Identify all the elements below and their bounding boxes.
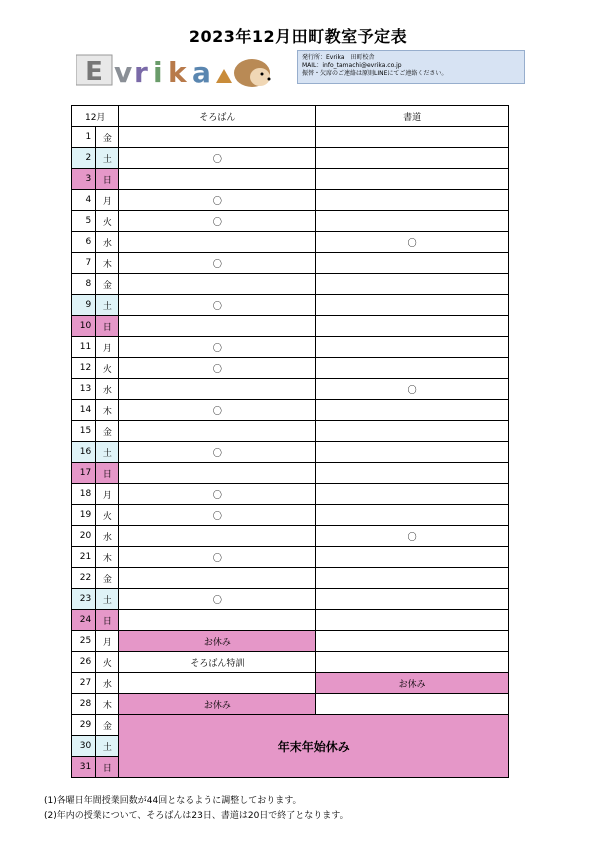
soroban-cell (119, 421, 316, 442)
info-publisher: 発行所：Evrika 田町校舎 (302, 54, 375, 61)
day-number: 2 (72, 148, 96, 169)
shodo-cell (316, 610, 509, 631)
shodo-cell: 〇 (316, 232, 509, 253)
shodo-cell (316, 211, 509, 232)
table-row (72, 463, 509, 484)
svg-text:a: a (192, 56, 211, 89)
day-number: 1 (72, 127, 96, 148)
schedule-table (71, 105, 509, 778)
evrika-logo (76, 53, 286, 89)
day-number: 6 (72, 232, 96, 253)
shodo-cell (316, 274, 509, 295)
shodo-cell (316, 505, 509, 526)
weekday-cell: 木 (96, 547, 119, 568)
weekday-cell: 月 (96, 631, 119, 652)
soroban-cell (119, 463, 316, 484)
day-number: 16 (72, 442, 96, 463)
table-row (72, 547, 509, 568)
shodo-cell (316, 127, 509, 148)
day-number: 9 (72, 295, 96, 316)
weekday-cell: 水 (96, 232, 119, 253)
day-number: 3 (72, 169, 96, 190)
soroban-cell: 〇 (119, 589, 316, 610)
shodo-cell (316, 547, 509, 568)
day-number: 25 (72, 631, 96, 652)
shodo-cell: お休み (316, 673, 509, 694)
table-row (72, 589, 509, 610)
weekday-cell: 木 (96, 694, 119, 715)
shodo-cell (316, 694, 509, 715)
day-number: 14 (72, 400, 96, 421)
day-number: 27 (72, 673, 96, 694)
day-number: 5 (72, 211, 96, 232)
table-row (72, 631, 509, 652)
shodo-cell (316, 253, 509, 274)
weekday-cell: 火 (96, 358, 119, 379)
shodo-cell: 〇 (316, 379, 509, 400)
weekday-cell: 土 (96, 589, 119, 610)
svg-text:k: k (168, 56, 187, 89)
soroban-header: そろばん (119, 106, 316, 127)
day-number: 8 (72, 274, 96, 295)
svg-text:r: r (134, 56, 148, 89)
weekday-cell: 火 (96, 211, 119, 232)
weekday-cell: 日 (96, 316, 119, 337)
table-header-row (72, 106, 509, 127)
weekday-cell: 火 (96, 652, 119, 673)
soroban-cell (119, 379, 316, 400)
weekday-cell: 金 (96, 715, 119, 736)
shodo-cell (316, 358, 509, 379)
year-end-holiday-cell: 年末年始休み (119, 715, 509, 778)
day-number: 24 (72, 610, 96, 631)
day-number: 29 (72, 715, 96, 736)
table-row (72, 505, 509, 526)
day-number: 15 (72, 421, 96, 442)
day-number: 20 (72, 526, 96, 547)
weekday-cell: 日 (96, 463, 119, 484)
soroban-cell: 〇 (119, 442, 316, 463)
table-row (72, 400, 509, 421)
weekday-cell: 金 (96, 274, 119, 295)
weekday-cell: 日 (96, 610, 119, 631)
day-number: 19 (72, 505, 96, 526)
table-row (72, 274, 509, 295)
shodo-cell (316, 589, 509, 610)
info-contact-note: 振替・欠席のご連絡は原則LINEにてご連絡ください。 (302, 70, 448, 77)
shodo-header: 書道 (316, 106, 509, 127)
footnote-1: (1)各曜日年間授業回数が44回となるように調整しております。 (44, 796, 302, 806)
day-number: 31 (72, 757, 96, 778)
table-row (72, 673, 509, 694)
weekday-cell: 木 (96, 253, 119, 274)
soroban-cell: 〇 (119, 148, 316, 169)
svg-text:E: E (85, 57, 103, 87)
footnotes (44, 794, 349, 824)
table-row (72, 379, 509, 400)
table-row (72, 610, 509, 631)
shodo-cell (316, 169, 509, 190)
table-row (72, 316, 509, 337)
day-number: 23 (72, 589, 96, 610)
table-row (72, 715, 509, 736)
weekday-cell: 日 (96, 169, 119, 190)
day-number: 17 (72, 463, 96, 484)
svg-text:i: i (153, 56, 163, 89)
month-header: 12月 (72, 106, 119, 127)
weekday-cell: 水 (96, 673, 119, 694)
table-row (72, 232, 509, 253)
shodo-cell (316, 316, 509, 337)
day-number: 22 (72, 568, 96, 589)
footnote-2: (2)年内の授業について、そろばんは23日、書道は20日で終了となります。 (44, 811, 349, 821)
soroban-cell: そろばん特訓 (119, 652, 316, 673)
publisher-info-box (297, 50, 525, 84)
day-number: 26 (72, 652, 96, 673)
soroban-cell (119, 316, 316, 337)
table-row (72, 568, 509, 589)
weekday-cell: 木 (96, 400, 119, 421)
day-number: 30 (72, 736, 96, 757)
soroban-cell: 〇 (119, 190, 316, 211)
soroban-cell: 〇 (119, 295, 316, 316)
table-row (72, 190, 509, 211)
day-number: 7 (72, 253, 96, 274)
shodo-cell (316, 421, 509, 442)
table-row (72, 295, 509, 316)
table-row (72, 127, 509, 148)
soroban-cell: 〇 (119, 484, 316, 505)
shodo-cell (316, 463, 509, 484)
soroban-cell: 〇 (119, 505, 316, 526)
info-mail: MAIL：info_tamachi@evrika.co.jp (302, 62, 402, 69)
svg-text:v: v (114, 56, 133, 89)
shodo-cell (316, 631, 509, 652)
soroban-cell (119, 232, 316, 253)
weekday-cell: 土 (96, 442, 119, 463)
soroban-cell (119, 526, 316, 547)
weekday-cell: 月 (96, 337, 119, 358)
shodo-cell (316, 442, 509, 463)
soroban-cell: 〇 (119, 253, 316, 274)
soroban-cell (119, 127, 316, 148)
weekday-cell: 水 (96, 526, 119, 547)
day-number: 11 (72, 337, 96, 358)
soroban-cell: 〇 (119, 211, 316, 232)
soroban-cell: 〇 (119, 400, 316, 421)
hedgehog-icon (234, 59, 271, 87)
day-number: 28 (72, 694, 96, 715)
table-row (72, 526, 509, 547)
day-number: 13 (72, 379, 96, 400)
weekday-cell: 金 (96, 568, 119, 589)
day-number: 10 (72, 316, 96, 337)
table-row (72, 694, 509, 715)
table-row (72, 253, 509, 274)
soroban-cell (119, 169, 316, 190)
weekday-cell: 火 (96, 505, 119, 526)
soroban-cell (119, 610, 316, 631)
table-row (72, 652, 509, 673)
shodo-cell (316, 484, 509, 505)
weekday-cell: 水 (96, 379, 119, 400)
weekday-cell: 日 (96, 757, 119, 778)
soroban-cell (119, 274, 316, 295)
shodo-cell (316, 148, 509, 169)
weekday-cell: 月 (96, 484, 119, 505)
table-row (72, 148, 509, 169)
table-row (72, 337, 509, 358)
day-number: 4 (72, 190, 96, 211)
shodo-cell: 〇 (316, 526, 509, 547)
soroban-cell: 〇 (119, 547, 316, 568)
page-title: 2023年12月田町教室予定表 (188, 27, 408, 46)
day-number: 21 (72, 547, 96, 568)
soroban-cell (119, 568, 316, 589)
shodo-cell (316, 652, 509, 673)
table-row (72, 211, 509, 232)
table-row (72, 358, 509, 379)
weekday-cell: 月 (96, 190, 119, 211)
soroban-cell: お休み (119, 631, 316, 652)
weekday-cell: 土 (96, 736, 119, 757)
table-row (72, 169, 509, 190)
weekday-cell: 金 (96, 421, 119, 442)
shodo-cell (316, 400, 509, 421)
day-number: 12 (72, 358, 96, 379)
soroban-cell: お休み (119, 694, 316, 715)
table-row (72, 484, 509, 505)
soroban-cell: 〇 (119, 337, 316, 358)
soroban-cell: 〇 (119, 358, 316, 379)
soroban-cell (119, 673, 316, 694)
day-number: 18 (72, 484, 96, 505)
weekday-cell: 金 (96, 127, 119, 148)
shodo-cell (316, 190, 509, 211)
weekday-cell: 土 (96, 148, 119, 169)
table-row (72, 442, 509, 463)
shodo-cell (316, 568, 509, 589)
table-row (72, 421, 509, 442)
weekday-cell: 土 (96, 295, 119, 316)
shodo-cell (316, 295, 509, 316)
shodo-cell (316, 337, 509, 358)
